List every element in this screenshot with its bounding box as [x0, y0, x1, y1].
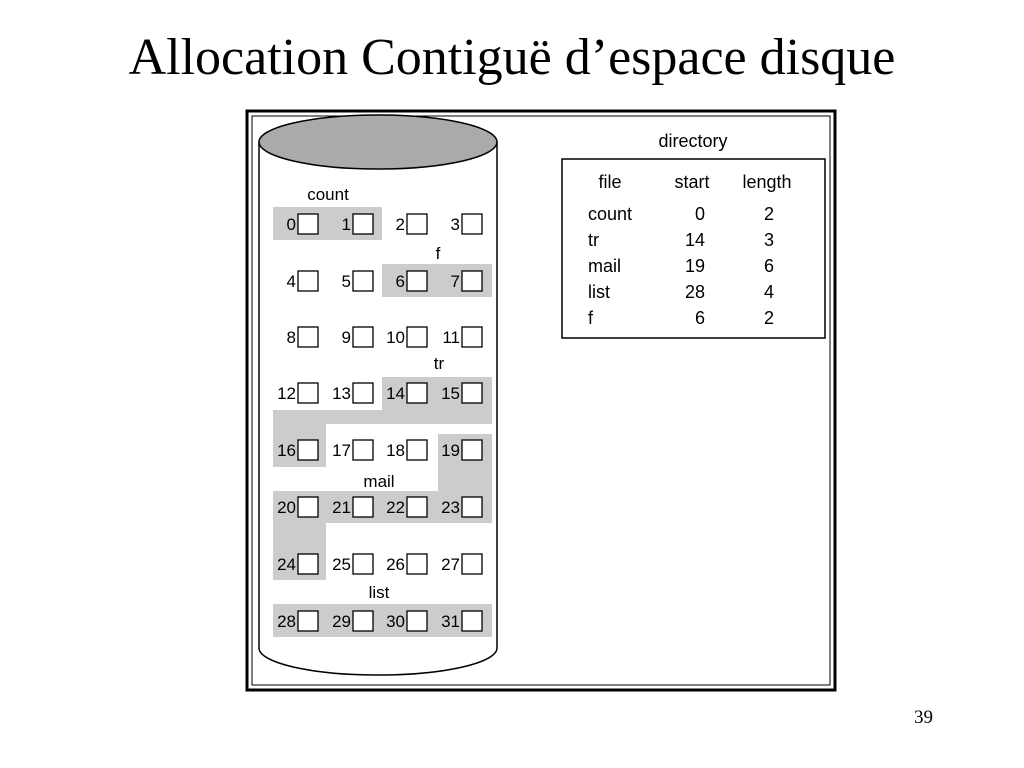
disk-block-number: 28 [277, 612, 296, 631]
directory-cell-file: count [588, 204, 633, 224]
disk-block-square [298, 214, 318, 234]
disk-block-square [298, 383, 318, 403]
disk-block [287, 214, 318, 234]
disk-block [386, 440, 427, 460]
disk-block-number: 24 [277, 555, 296, 574]
disk-label-tr: tr [433, 354, 445, 373]
disk-block-number: 7 [450, 272, 460, 291]
disk-block-square [462, 497, 482, 517]
disk-block-number: 8 [286, 328, 296, 347]
disk-block-number: 9 [341, 328, 351, 347]
disk-block-number: 19 [441, 441, 460, 460]
disk-block-square [298, 611, 318, 631]
disk-block [441, 611, 482, 631]
disk-block-number: 14 [386, 384, 405, 403]
disk-block-square [298, 497, 318, 517]
disk-block-square [462, 440, 482, 460]
disk-block-number: 26 [386, 555, 405, 574]
disk-block [451, 214, 482, 234]
disk-block [277, 497, 318, 517]
disk-block-number: 6 [395, 272, 405, 291]
disk-block [277, 440, 318, 460]
disk-block [441, 554, 482, 574]
disk-block-number: 21 [332, 498, 351, 517]
disk-block-number: 25 [332, 555, 351, 574]
directory-cell-start: 19 [684, 256, 705, 276]
disk-block-square [462, 271, 482, 291]
disk-block-square [407, 554, 427, 574]
disk-block-number: 29 [332, 612, 351, 631]
disk-block-number: 17 [332, 441, 351, 460]
disk-block-number: 15 [441, 384, 460, 403]
directory-cell-file: f [588, 308, 594, 328]
disk-block [342, 327, 373, 347]
directory-cell-length: 4 [763, 282, 775, 302]
disk-block-square [407, 497, 427, 517]
disk-block-number: 27 [441, 555, 460, 574]
directory-cell-start: 0 [694, 204, 705, 224]
disk-label-mail: mail [363, 472, 395, 491]
disk-block-square [407, 327, 427, 347]
disk-block-square [462, 611, 482, 631]
disk-block-square [353, 383, 373, 403]
disk-block-number: 12 [277, 384, 296, 403]
directory-cell-length: 6 [763, 256, 775, 276]
directory-cell-file: tr [588, 230, 599, 250]
disk-block [451, 271, 482, 291]
disk-block-square [298, 271, 318, 291]
disk-block-number: 23 [441, 498, 460, 517]
directory-cell-start: 6 [694, 308, 705, 328]
directory-header-length: length [742, 172, 792, 192]
disk-block [332, 440, 373, 460]
disk-block-square [462, 327, 482, 347]
disk-block-number: 5 [341, 272, 351, 291]
directory-cell-length: 3 [763, 230, 775, 250]
disk-block-number: 1 [341, 215, 351, 234]
disk-block-number: 30 [386, 612, 405, 631]
disk-block-square [462, 554, 482, 574]
directory-cell-length: 2 [763, 308, 775, 328]
directory-header-file: file [598, 172, 622, 192]
disk-block-square [407, 214, 427, 234]
directory-cell-start: 14 [684, 230, 705, 250]
disk-block-square [407, 383, 427, 403]
disk-block-number: 31 [441, 612, 460, 631]
disk-block-square [353, 214, 373, 234]
disk-block [277, 383, 318, 403]
directory-panel [562, 131, 825, 338]
disk-block [342, 271, 373, 291]
disk-block-number: 3 [450, 215, 460, 234]
disk-block [332, 497, 373, 517]
disk-block-number: 0 [286, 215, 296, 234]
disk-block-number: 13 [332, 384, 351, 403]
disk-block [386, 383, 427, 403]
disk-block-square [353, 440, 373, 460]
disk-block [396, 214, 427, 234]
disk-block-square [353, 554, 373, 574]
disk-block-number: 22 [386, 498, 405, 517]
disk-block-square [407, 440, 427, 460]
disk-block [441, 440, 482, 460]
disk-block [442, 327, 482, 347]
directory-cell-file: mail [588, 256, 622, 276]
disk-block [386, 497, 427, 517]
disk-block [386, 611, 427, 631]
disk-block-number: 16 [277, 441, 296, 460]
disk-block-number: 18 [386, 441, 405, 460]
disk-block-square [407, 271, 427, 291]
directory-cell-length: 2 [763, 204, 775, 224]
disk-block [332, 611, 373, 631]
disk-block-square [462, 383, 482, 403]
disk-label-count: count [307, 185, 349, 204]
disk-block-number: 10 [386, 328, 405, 347]
disk-block [287, 327, 318, 347]
disk-block-number: 20 [277, 498, 296, 517]
disk-block [396, 271, 427, 291]
disk-label-f: f [435, 244, 441, 263]
disk-top [259, 115, 497, 169]
slide-number: 39 [914, 707, 933, 728]
disk-block-number: 4 [286, 272, 296, 291]
directory-header-start: start [674, 172, 710, 192]
disk-block [277, 554, 318, 574]
disk-block-square [353, 497, 373, 517]
disk-block [386, 554, 427, 574]
disk-block-number: 11 [442, 328, 460, 347]
disk-block [386, 327, 427, 347]
disk-block-square [298, 440, 318, 460]
disk-block [332, 554, 373, 574]
slide-title: Allocation Contiguë d’espace disque [128, 29, 896, 86]
disk-block [342, 214, 373, 234]
disk-block [277, 611, 318, 631]
directory-cell-file: list [588, 282, 610, 302]
disk-block [332, 383, 373, 403]
disk-block-square [353, 271, 373, 291]
disk-block-number: 2 [395, 215, 405, 234]
directory-title: directory [658, 131, 728, 151]
disk-label-list: list [368, 583, 390, 602]
disk-block-square [298, 327, 318, 347]
disk-block [441, 497, 482, 517]
disk-block-square [298, 554, 318, 574]
disk-block-square [407, 611, 427, 631]
disk-block [441, 383, 482, 403]
disk-block-square [462, 214, 482, 234]
disk-block-square [353, 611, 373, 631]
disk-block [287, 271, 318, 291]
directory-cell-start: 28 [684, 282, 705, 302]
disk-block-square [353, 327, 373, 347]
